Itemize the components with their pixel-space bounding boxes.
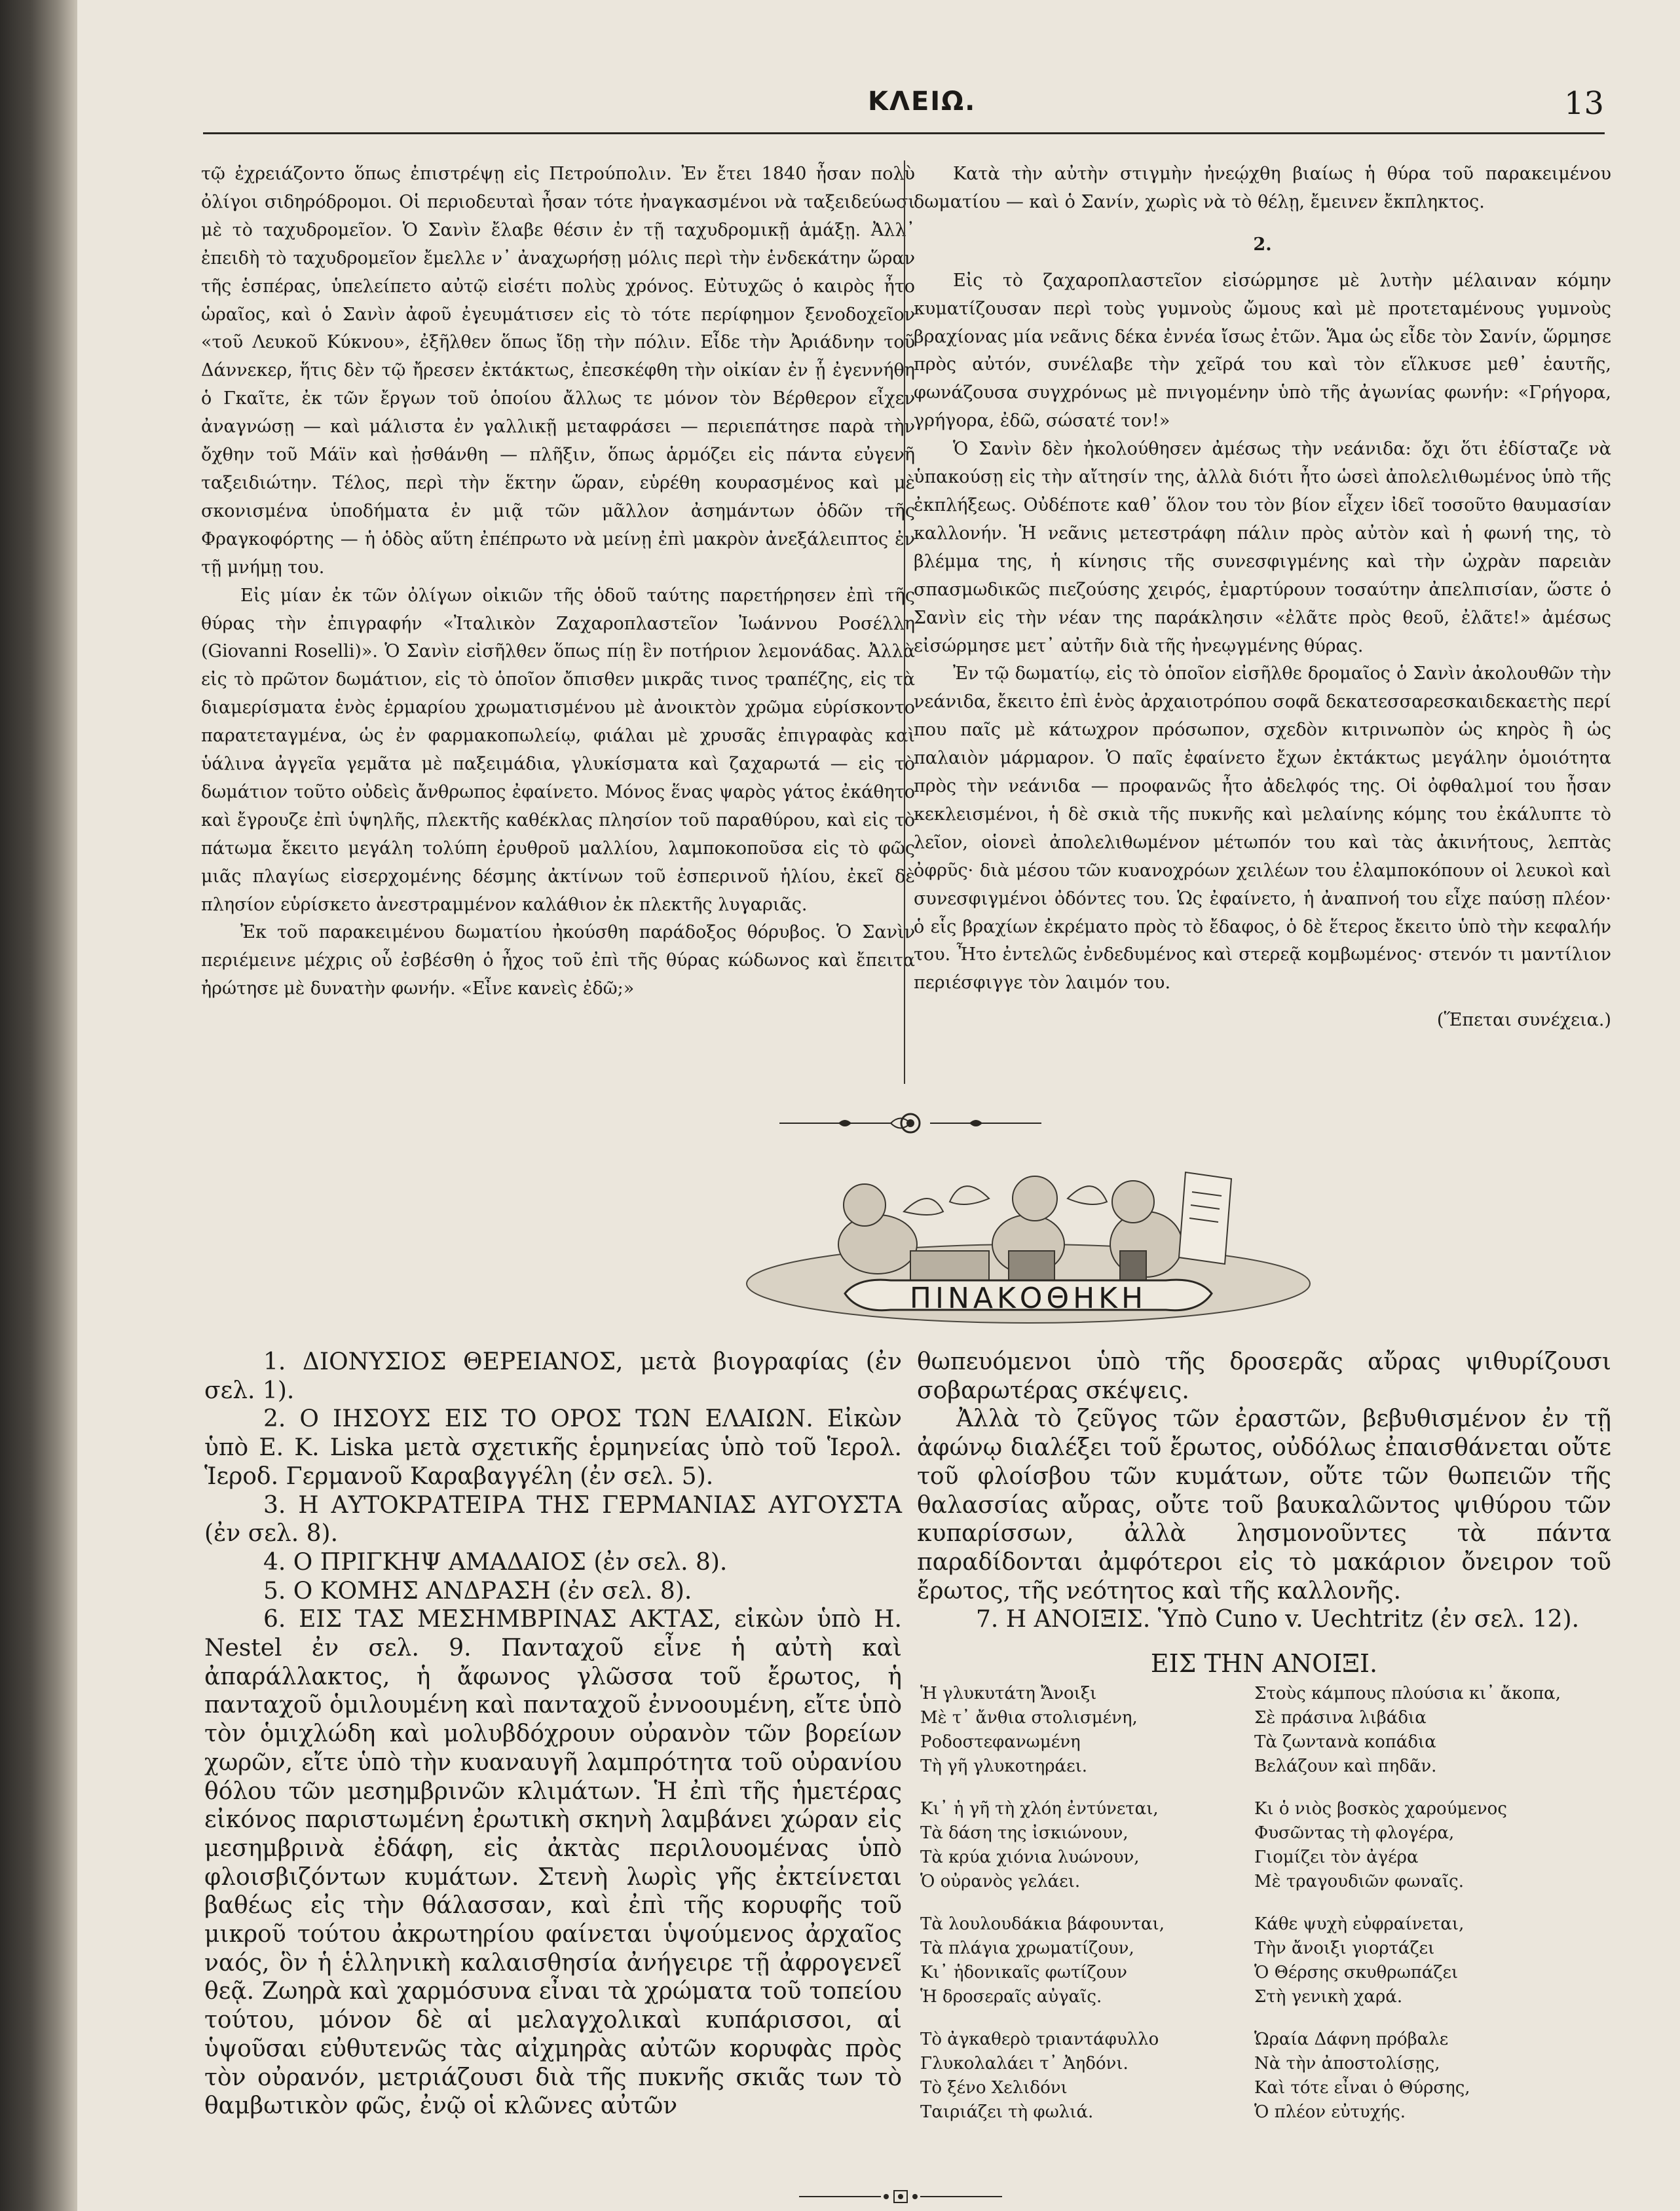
poem-line: Ὡραία Δάφνη πρόβαλε: [1254, 2030, 1449, 2049]
poem-line: Κι ὁ νιὸς βοσκὸς χαρούμενος: [1254, 1799, 1507, 1819]
poem-line: Μὲ τ᾿ ἄνθια στολισμένη,: [920, 1708, 1138, 1728]
poem-line: Στὴ γενικὴ χαρά.: [1254, 1987, 1403, 2007]
poem-line: Νὰ τὴν ἀποστολίσῃς,: [1254, 2054, 1440, 2073]
ornament-divider-icon: [773, 1107, 1048, 1140]
paragraph: Εἰς μίαν ἐκ τῶν ὀλίγων οἰκιῶν τῆς ὁδοῦ ταύτης παρετήρησεν ἐπὶ τῆς θύρας τὴν ἐπιγραφήν «Ἰταλικὸν Ζαχαροπλαστεῖον Ἰωάννου Ροσέλλη (Giovanni Roselli)». Ὁ Σανὶν εἰσῆλθεν ὅπως πίῃ ἓν ποτήριον λεμονάδας. Ἀλλὰ εἰς τὸ πρῶτον δωμάτιον, εἰς τὸ ὁποῖον ὄπισθεν μικρᾶς τινος τραπέζης, εἰς τὰ διαμερίσματα ἑνὸς ἑρμαρίου χρωματισμένου μὲ ἀνοικτὸν χρῶμα εὑρίσκοντο παρατεταγμένα, ὡς ἐν φαρμακοπωλείῳ, φιάλαι μὲ χρυσᾶς ἐπιγραφὰς καὶ ὑάλινα ἀγγεῖα γεμᾶτα μὲ παξειμάδια, γλυκίσματα καὶ ζαχαρωτά — εἰς τὸ δωμάτιον τοῦτο οὐδεὶς ἄνθρωπος ἐφαίνετο. Μόνος ἕνας ψαρὸς γάτος ἐκάθητο καὶ ἔγρουζε ἐπὶ ὑψηλῆς, πλεκτῆς καθέκλας πλησίον τοῦ παραθύρου, καὶ εἰς τὸ πάτωμα ἔκειτο μεγάλη τολύπη ἐρυθροῦ μαλλίου, λαμποκοποῦσα εἰς τὸ φῶς μιᾶς πλαγίως εἰσερχομένης δέσμης ἀκτίνων τοῦ ἑσπερινοῦ ἡλίου, ἐκεῖ δὲ πλησίον εὑρίσκετο ἀνεστραμμένον καλάθιον ἐκ πλεκτῆς λυγαριᾶς.: [201, 585, 915, 915]
lower-right-column: [917, 1348, 1611, 1698]
poem-stanza: [920, 2028, 1165, 2125]
poem-line: Καὶ τότε εἶναι ὁ Θύρσης,: [1254, 2078, 1470, 2098]
column-divider: [904, 160, 905, 1084]
list-item: 4. Ο ΠΡΙΓΚΗΨ ΑΜΑΔΑΙΟΣ (ἐν σελ. 8).: [263, 1548, 728, 1576]
paragraph: Ὁ Σανὶν δὲν ἠκολούθησεν ἀμέσως τὴν νεάνιδα: ὄχι ὅτι ἐδίσταζε νὰ ὑπακούσῃ εἰς τὴν αἴτησίν της, ἀλλὰ διότι ἦτο ὡσεὶ ἀπολελιθωμένος ὑπὸ τῆς ἐκπλήξεως. Οὐδέποτε καθ᾿ ὅλον του τὸν βίον εἶχεν ἰδεῖ τοσοῦτο θαυμασίαν καλλονήν. Ἡ νεᾶνις μετεστράφη πάλιν πρὸς αὐτὸν καὶ ἡ φωνή της, τὸ βλέμμα της, ἡ κίνησις τῆς συνεσφιγμένης καὶ τὴν ὠχρὰν παρειὰν σπασμωδικῶς πιεζούσης χειρός, ἐμαρτύρουν τοσαύτην ἀπελπισίαν, ὥστε ὁ Σανὶν εἰς τὴν νέαν της παράκλησιν «ἐλᾶτε πρὸς θεοῦ, ἐλᾶτε!» ἀμέσως εἰσώρμησε μετ᾿ αὐτῆν διὰ τῆς ἠνεῳγμένης θύρας.: [914, 439, 1611, 656]
upper-right-column: [914, 160, 1611, 1035]
vignette-banner-label: ΠΙΝΑΚΟΘΗΚΗ: [909, 1282, 1148, 1315]
poem-line: Σὲ πράσινα λιβάδια: [1254, 1708, 1427, 1728]
poem-line: Τὰ ζωντανὰ κοπάδια: [1254, 1732, 1436, 1752]
poem-stanza: [1254, 1797, 1561, 1894]
list-item: 3. Η ΑΥΤΟΚΡΑΤΕΙΡΑ ΤΗΣ ΓΕΡΜΑΝΙΑΣ ΑΥΓΟΥΣΤΑ (ἐν σελ. 8).: [204, 1491, 902, 1548]
paragraph: Ἐν τῷ δωματίῳ, εἰς τὸ ὁποῖον εἰσῆλθε δρομαῖος ὁ Σανὶν ἀκολουθῶν τὴν νεάνιδα, ἔκειτο ἐπὶ ἑνὸς ἀρχαιοτρόπου σοφᾶ δεκατεσσαρεσκαιδεκαετὴς περί που παῖς μὲ κάτωχρον πρόσωπον, σχεδὸν κιτρινωπὸν ὡς κηρὸς ἢ ὡς παλαιὸν μάρμαρον. Ὁ παῖς ἐφαίνετο ἔχων ἐκτάκτως μεγάλην ὁμοιότητα πρὸς τὴν νεάνιδα — προφανῶς ἦτο ἀδελφός της. Οἱ ὀφθαλμοί του ἦσαν κεκλεισμένοι, ἡ δὲ σκιὰ τῆς πυκνῆς καὶ μελαίνης κόμης του ἐκάλυπτε τὸ λεῖον, οἱονεὶ ἀπολελιθωμένον μέτωπόν του καὶ τὰς ἀκινήτους, λεπτὰς ὀφρῦς· διὰ μέσου τῶν κυανοχρόων χειλέων του ἐλαμποκόπουν οἱ λευκοὶ καὶ συνεσφιγμένοι ὀδόντες του. Ὡς ἐφαίνετο, ἡ ἀναπνοή του εἶχε παύσῃ πλέον· ὁ εἷς βραχίων ἐκρέματο πρὸς τὸ ἔδαφος, ὁ δὲ ἕτερος ἔκειτο ὑπὸ τὴν κεφαλήν του. Ἦτο ἐντελῶς ἐνδεδυμένος καὶ στερεᾷ κομβωμένος· στενόν τι μαντίλιον περιέσφιγγε τὸν λαιμόν του.: [914, 663, 1611, 994]
poem-stanza: [1254, 2028, 1561, 2125]
poem-stanza: [920, 1797, 1165, 1894]
poem-stanza: [920, 1912, 1165, 2009]
poem-right-column: [1254, 1682, 1561, 2143]
poem-line: Τὸ ἀγκαθερὸ τριαντάφυλλο: [920, 2030, 1159, 2049]
poem-line: Τὸ ξένο Χελιδόνι: [920, 2078, 1068, 2098]
list-item: 5. Ο ΚΟΜΗΣ ΑΝΔΡΑΣΗ (ἐν σελ. 8).: [263, 1577, 692, 1605]
poem-line: Κι᾿ ἡ γῆ τὴ χλόη ἐντύνεται,: [920, 1799, 1159, 1819]
section-number: 2.: [1253, 234, 1272, 255]
poem-line: Ταιριάζει τὴ φωλιά.: [920, 2102, 1094, 2122]
poem-line: Μὲ τραγουδιῶν φωναῖς.: [1254, 1872, 1464, 1891]
pinakothiki-vignette-illustration: [727, 1153, 1330, 1343]
paragraph: Ἀλλὰ τὸ ζεῦγος τῶν ἐραστῶν, βεβυθισμένον ἐν τῇ ἀφώνῳ διαλέξει τοῦ ἔρωτος, οὐδόλως ἐπαισθάνεται οὔτε τοῦ φλοίσβου τῶν κυμάτων, οὔτε τῶν θωπειῶν τῆς θαλασσίας αὔρας, οὔτε τοῦ βαυκαλῶντος ψιθύρου τῶν κυπαρίσσων, ἀλλὰ λησμονοῦντες τὰ πάντα παραδίδονται ἀμφότεροι εἰς τὸ μακάριον ὄνειρον τοῦ ἔρωτος, τῆς νεότητος καὶ τῆς καλλονῆς.: [917, 1405, 1611, 1605]
header-rule: [203, 132, 1605, 134]
poem-line: Ροδοστεφανωμένη: [920, 1732, 1081, 1752]
poem-line: Τὴν ἄνοιξι γιορτάζει: [1254, 1939, 1435, 1958]
paragraph: θωπευόμενοι ὑπὸ τῆς δροσερᾶς αὔρας ψιθυρίζουσι σοβαρωτέρας σκέψεις.: [917, 1348, 1611, 1404]
list-item: 6. ΕΙΣ ΤΑΣ ΜΕΣΗΜΒΡΙΝΑΣ ΑΚΤΑΣ, εἰκὼν ὑπὸ H. Nestel ἐν σελ. 9. Πανταχοῦ εἶνε ἡ αὐτὴ καὶ ἀπαράλλακτος, ἡ ἄφωνος γλῶσσα τοῦ ἔρωτος, ἡ πανταχοῦ ὁμιλουμένη καὶ πανταχοῦ ἐννοουμένη, εἴτε ὑπὸ τὸν ὁμιχλώδη καὶ μολυβδόχρουν οὐρανὸν τῶν βορείων χωρῶν, εἴτε ὑπὸ τὴν κυαναυγῆ λαμπρότητα τοῦ οὐρανίου θόλου τῶν μεσημβρινῶν κλιμάτων. Ἡ ἐπὶ τῆς ἡμετέρας εἰκόνος παριστωμένη ἐρωτικὴ σκηνὴ λαμβάνει χώραν εἰς μεσημβρινὰ ἐδάφη, εἰς ἀκτὰς περιλουομένας ὑπὸ φλοισβιζόντων κυμάτων. Στενὴ λωρὶς γῆς ἐκτείνεται βαθέως εἰς τὴν θάλασσαν, καὶ ἐπὶ τῆς κορυφῆς τοῦ μικροῦ τούτου ἀκρωτηρίου φαίνεται ὑψούμενος ἀρχαῖος ναός, ὃν ἡ ἑλληνικὴ καλαισθησία ἀνήγειρε τῇ ἀφρογενεῖ θεᾷ. Ζωηρὰ καὶ χαρμόσυνα εἶναι τὰ χρώματα τοῦ τοπείου τούτου, μόνον δὲ αἱ μελαγχολικαὶ κυπάρισσοι, αἱ ὑψοῦσαι εὐθυτενῶς τὰς αἰχμηρὰς αὐτῶν κορυφὰς πρὸς τὸν οὐρανόν, μετριάζουσι διὰ τῆς πυκνῆς σκιᾶς των τὸ θαμβωτικὸν φῶς, ἐνῷ οἱ κλῶνες αὐτῶν: [204, 1606, 902, 2120]
poem-line: Ὁ Θέρσης σκυθρωπάζει: [1254, 1963, 1459, 1982]
poem-line: Τὰ λουλουδάκια βάφουνται,: [920, 1914, 1165, 1934]
paragraph: Εἰς τὸ ζαχαροπλαστεῖον εἰσώρμησε μὲ λυτὴν μέλαιναν κόμην κυματίζουσαν περὶ τοὺς γυμνοὺς ὤμους καὶ μὲ προτεταμένους γυμνοὺς βραχίονας μία νεᾶνις δέκα ἐννέα ἴσως ἐτῶν. Ἅμα ὡς εἶδε τὸν Σανίν, ὥρμησε πρὸς αὐτόν, συνέλαβε τὴν χεῖρά του καὶ τὸν εἵλκυσε μεθ᾿ ἑαυτῆς, φωνάζουσα συγχρόνως μὲ πνιγομένην ὑπὸ τῆς ἀγωνίας φωνήν: «Γρήγορα, γρήγορα, ἐδῶ, σώσατέ τον!»: [914, 270, 1611, 432]
poem-line: Κι᾿ ἡδονικαῖς φωτίζουν: [920, 1963, 1127, 1982]
bottom-ornament-icon: [796, 2189, 1005, 2204]
poem-line: Ὁ πλέον εὐτυχής.: [1254, 2102, 1406, 2122]
poem-line: Τὰ πλάγια χρωματίζουν,: [920, 1939, 1134, 1958]
poem-line: Τὰ δάση της ἰσκιώνουν,: [920, 1823, 1129, 1843]
poem-line: Στοὺς κάμπους πλούσια κι᾿ ἄκοπα,: [1254, 1684, 1561, 1703]
poem-line: Τὰ κρύα χιόνια λυώνουν,: [920, 1848, 1140, 1867]
poem-title: ΕΙΣ ΤΗΝ ΑΝΟΙΞΙ.: [1150, 1649, 1378, 1679]
poem-line: Ὁ οὐρανὸς γελάει.: [920, 1872, 1081, 1891]
poem-stanza: [1254, 1912, 1561, 2009]
lower-left-column: [204, 1348, 902, 2121]
upper-left-column: [201, 160, 915, 1003]
poem-line: Βελάζουν καὶ πηδᾶν.: [1254, 1756, 1437, 1776]
page-number: 13: [1564, 85, 1605, 122]
poem-stanza: [920, 1682, 1165, 1779]
list-item: 2. Ο ΙΗΣΟΥΣ ΕΙΣ ΤΟ ΟΡΟΣ ΤΩΝ ΕΛΑΙΩΝ. Εἰκὼν ὑπὸ E. K. Liska μετὰ σχετικῆς ἑρμηνείας ὑπὸ τοῦ Ἱερολ. Ἱεροδ. Γερμανοῦ Καραβαγγέλη (ἐν σελ. 5).: [204, 1405, 902, 1490]
poem-line: Γιομίζει τὸν ἀγέρα: [1254, 1848, 1419, 1867]
poem-stanza: [1254, 1682, 1561, 1779]
list-item: 1. ΔΙΟΝΥΣΙΟΣ ΘΕΡΕΙΑΝΟΣ, μετὰ βιογραφίας (ἐν σελ. 1).: [204, 1348, 902, 1404]
poem-left-column: [920, 1682, 1165, 2143]
list-item: 7. Η ΑΝΟΙΞΙΣ. Ὑπὸ Cuno v. Uechtritz (ἐν σελ. 12).: [976, 1606, 1580, 1633]
running-head-title: ΚΛΕΙΩ.: [868, 86, 977, 117]
paragraph: Ἐκ τοῦ παρακειμένου δωματίου ἠκούσθη παράδοξος θόρυβος. Ὁ Σανὶν περιέμεινε μέχρις οὗ ἐσβέσθη ὁ ἦχος τοῦ ἐπὶ τῆς θύρας κώδωνος καὶ ἔπειτα ἠρώτησε μὲ δυνατὴν φωνήν. «Εἶνε κανεὶς ἐδῶ;»: [201, 922, 915, 999]
paragraph: Κατὰ τὴν αὐτὴν στιγμὴν ἠνεῴχθη βιαίως ἡ θύρα τοῦ παρακειμένου δωματίου — καὶ ὁ Σανίν, χωρὶς νὰ τὸ θέλῃ, ἔμεινεν ἔκπληκτος.: [914, 164, 1611, 212]
poem-line: Ἡ δροσεραῖς αὐγαῖς.: [920, 1987, 1102, 2007]
paragraph: τῷ ἐχρειάζοντο ὅπως ἐπιστρέψῃ εἰς Πετρούπολιν. Ἐν ἔτει 1840 ἦσαν πολὺ ὀλίγοι σιδηρόδρομοι. Οἱ περιοδευταὶ ἦσαν τότε ἠναγκασμένοι νὰ ταξειδεύωσι μὲ τὸ ταχυδρομεῖον. Ὁ Σανὶν ἔλαβε θέσιν ἐν τῇ ταχυδρομικῇ ἁμάξῃ. Ἀλλ᾿ ἐπειδὴ τὸ ταχυδρομεῖον ἔμελλε ν᾿ ἀναχωρήσῃ μόλις περὶ τὴν ἑνδεκάτην ὥραν τῆς ἑσπέρας, ὑπελείπετο αὐτῷ εἰσέτι πολὺς χρόνος. Εὐτυχῶς ὁ καιρὸς ἦτο ὡραῖος, καὶ ὁ Σανὶν ἀφοῦ ἐγευμάτισεν εἰς τὸ τότε περίφημον ξενοδοχεῖον «τοῦ Λευκοῦ Κύκνου», ἐξῆλθεν ὅπως ἴδῃ τὴν πόλιν. Εἶδε τὴν Ἀριάδνην τοῦ Δάννεκερ, ἥτις δὲν τῷ ἤρεσεν ἐκτάκτως, ἐπεσκέφθη τὴν οἰκίαν ἐν ᾗ ἐγεννήθη ὁ Γκαῖτε, ἐκ τῶν ἔργων τοῦ ὁποίου ἄλλως τε μόνον τὸν Βέρθερον εἶχεν ἀναγνώσῃ — καὶ μάλιστα ἐν γαλλικῇ μεταφράσει — περιεπάτησε παρὰ τὴν ὄχθην τοῦ Μάϊν καὶ ᾐσθάνθη — πλῆξιν, ὅπως ἁρμόζει εἰς πάντα εὐγενῆ ταξειδιώτην. Τέλος, περὶ τὴν ἕκτην ὥραν, εὑρέθη κουρασμένος καὶ μὲ σκονισμένα ὑποδήματα ἐν μιᾷ τῶν μᾶλλον ἀσημάντων ὁδῶν τῆς Φραγκοφόρτης — ἡ ὁδὸς αὕτη ἐπέπρωτο νὰ μείνῃ ἐπὶ μακρὸν ἀνεξάλειπτος ἐν τῇ μνήμῃ του.: [201, 164, 915, 578]
poem-line: Τὴ γῆ γλυκοτηράει.: [920, 1756, 1088, 1776]
poem-line: Κάθε ψυχὴ εὐφραίνεται,: [1254, 1914, 1465, 1934]
poem-line: Γλυκολαλάει τ᾿ Ἀηδόνι.: [920, 2054, 1129, 2073]
continued-note: (Ἕπεται συνέχεια.): [1436, 1010, 1611, 1031]
poem-line: Φυσῶντας τὴ φλογέρα,: [1254, 1823, 1455, 1843]
poem-line: Ἡ γλυκυτάτη Ἄνοιξι: [920, 1684, 1097, 1703]
